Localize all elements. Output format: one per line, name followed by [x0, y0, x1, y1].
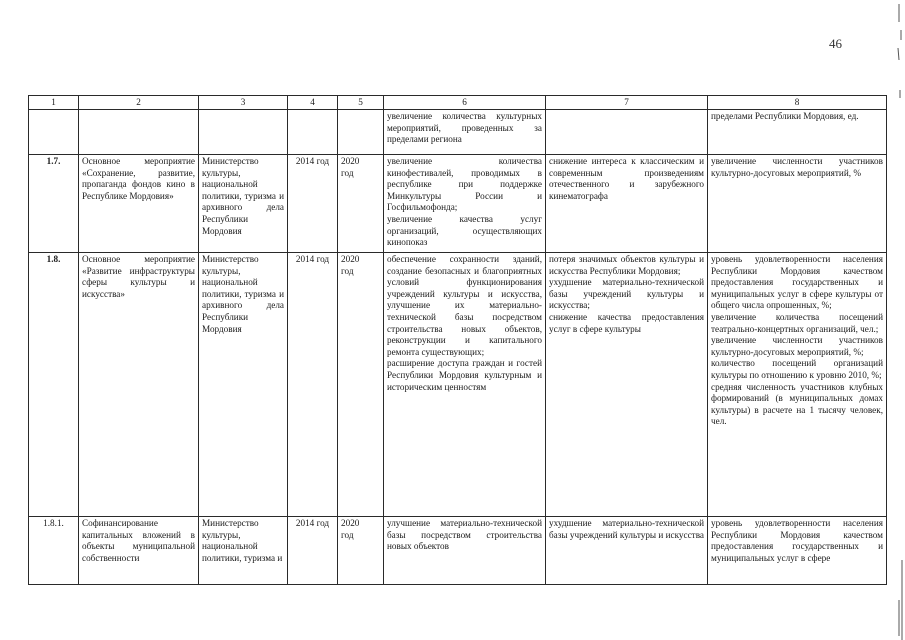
cell-text: уровень удовлетворенности населения Республики Мордовия качеством предоставления государственных и муниципальных услуг в сфере	[711, 518, 883, 563]
expected-results-cell	[384, 253, 546, 517]
cell-text: 2020	[341, 156, 360, 166]
cell-text: увеличение качества услуг организаций, осуществляющих кинопоказ	[387, 213, 542, 248]
cell-text: потеря значимых объектов культуры и искусства Республики Мордовия;	[549, 254, 704, 276]
cell-text: увеличение численности участников культурно-досуговых мероприятий, %;	[711, 335, 883, 357]
consequences-cell	[546, 110, 708, 155]
executor-cell	[199, 155, 288, 253]
measure-name-cell	[79, 253, 199, 517]
table-row	[29, 253, 887, 517]
start-year-cell	[288, 155, 338, 253]
cell-text: 1.7.	[46, 156, 61, 166]
measures-table	[28, 95, 887, 585]
cell-text: 2020	[341, 518, 360, 528]
consequences-cell	[546, 517, 708, 585]
header-cell: 3	[199, 96, 288, 110]
cell-text: ухудшение материально-технической базы учреждений культуры и искусства;	[549, 277, 704, 311]
cell-text: расширение доступа граждан и гостей Республики Мордовия культурным и историческим ценностям	[387, 358, 542, 392]
end-year-cell	[338, 155, 384, 253]
expected-results-cell	[384, 155, 546, 253]
cell-text: средняя численность участников клубных формирований (в муниципальных домах культуры) в расчете на 1 тысячу человек, чел.	[711, 381, 883, 427]
header-cell: 4	[288, 96, 338, 110]
cell-text: Основное мероприятие «Сохранение, развитие, пропаганда фондов кино в Республике Мордовия»	[82, 156, 195, 201]
end-year-cell	[338, 110, 384, 155]
cell-text: 2014 год	[295, 518, 330, 528]
start-year-cell	[288, 517, 338, 585]
expected-results-cell	[384, 110, 546, 155]
item-number-cell	[29, 253, 79, 517]
cell-text: улучшение материально-технической базы посредством строительства новых объектов	[387, 518, 542, 552]
header-cell: 2	[79, 96, 199, 110]
cell-text: увеличение количества посещений театрально-концертных организаций, чел.;	[711, 311, 883, 334]
cell-text: ухудшение материально-технической базы учреждений культуры и искусства	[549, 518, 704, 540]
cell-text: 1.8.	[46, 254, 61, 264]
cell-text: год	[341, 265, 354, 276]
header-cell: 1	[29, 96, 79, 110]
table-row	[29, 110, 887, 155]
indicators-cell	[708, 253, 887, 517]
cell-text: Министерство культуры, национальной политики, туризма и архивного дела Республики Мордовия	[202, 156, 284, 236]
item-number-cell	[29, 110, 79, 155]
header-cell: 6	[384, 96, 546, 110]
indicators-cell	[708, 110, 887, 155]
cell-text: уровень удовлетворенности населения Республики Мордовия качеством предоставления государственных и муниципальных услуг в сфере культуры от общего числа опрошенных, %;	[711, 254, 883, 311]
cell-text: 1.8.1.	[43, 518, 64, 528]
indicators-cell	[708, 155, 887, 253]
header-cell: 8	[708, 96, 887, 110]
cell-text: снижение интереса к классическим и современным произведениям отечественного и зарубежного кинематографа	[549, 156, 704, 201]
consequences-cell	[546, 155, 708, 253]
cell-text: год	[341, 529, 354, 540]
cell-text: увеличение численности участников культурно-досуговых мероприятий, %	[711, 156, 883, 178]
scan-edge-marks	[891, 0, 905, 640]
cell-text: 2020	[341, 254, 360, 264]
cell-text: обеспечение сохранности зданий, создание безопасных и благоприятных условий функционирования учреждений культуры и искусства, улучшение их материально-технической базы посредством строительства новых объектов, реконструкции и капитального ремонта существующих;	[387, 254, 542, 357]
start-year-cell	[288, 110, 338, 155]
item-number-cell	[29, 155, 79, 253]
measure-name-cell	[79, 517, 199, 585]
header-cell: 7	[546, 96, 708, 110]
page-number: 46	[829, 36, 842, 51]
executor-cell	[199, 110, 288, 155]
indicators-cell	[708, 517, 887, 585]
cell-text: увеличение количества культурных мероприятий, проведенных за пределами региона	[387, 111, 542, 145]
cell-text: Основное мероприятие «Развитие инфраструктуры сферы культуры и искусства»	[82, 254, 195, 299]
cell-text: снижение качества предоставления услуг в сфере культуры	[549, 311, 704, 334]
header-row	[29, 96, 887, 110]
end-year-cell	[338, 253, 384, 517]
table-row	[29, 517, 887, 585]
cell-text: Министерство культуры, национальной политики, туризма и	[202, 518, 283, 563]
header-cell: 5	[338, 96, 384, 110]
cell-text: количество посещений организаций культуры по отношению к уровню 2010, %;	[711, 358, 883, 380]
cell-text: пределами Республики Мордовия, ед.	[711, 111, 859, 121]
item-number-cell	[29, 517, 79, 585]
end-year-cell	[338, 517, 384, 585]
cell-text: год	[341, 167, 354, 178]
consequences-cell	[546, 253, 708, 517]
measure-name-cell	[79, 110, 199, 155]
expected-results-cell	[384, 517, 546, 585]
cell-text: 2014 год	[295, 156, 330, 166]
cell-text: Софинансирование капитальных вложений в объекты муниципальной собственности	[82, 518, 195, 563]
executor-cell	[199, 517, 288, 585]
cell-text: увеличение количества кинофестивалей, проводимых в республике при поддержке Минкультуры России и Госфильмофонда;	[387, 156, 542, 213]
measure-name-cell	[79, 155, 199, 253]
cell-text: Министерство культуры, национальной политики, туризма и архивного дела Республики Мордовия	[202, 254, 284, 334]
start-year-cell	[288, 253, 338, 517]
executor-cell	[199, 253, 288, 517]
cell-text: 2014 год	[295, 254, 330, 264]
table-row	[29, 155, 887, 253]
